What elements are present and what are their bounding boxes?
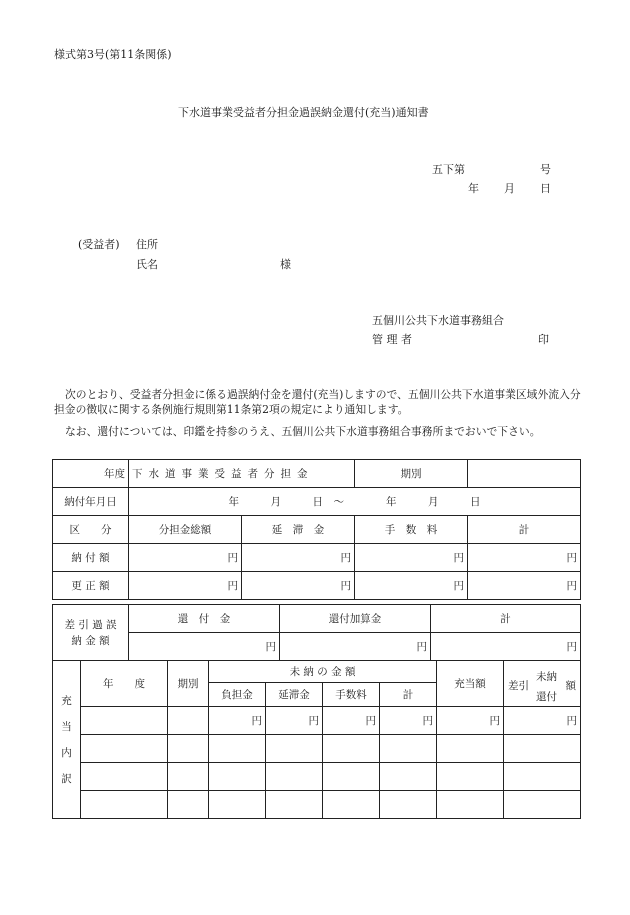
alloc-period-cell <box>168 707 209 735</box>
issuer-admin: 管 理 者 <box>372 333 412 346</box>
period-value <box>468 460 581 488</box>
doc-number-prefix: 五下第 <box>432 163 465 176</box>
date-day: 日 <box>540 182 551 195</box>
date-year: 年 <box>468 182 479 195</box>
unpaid-header: 未 納 の 金 額 <box>209 661 437 683</box>
yen-cell: 円 <box>129 572 242 600</box>
col-fee: 手 数 料 <box>355 516 468 544</box>
body-paragraph-1: 次のとおり、受益者分担金に係る過誤納付金を還付(充当)しますので、五個川公共下水道事業区域外流入分担金の徴収に関する条例施行規則第11条第2項の規定により通知します。 <box>54 388 581 416</box>
alloc-amount-header: 充当額 <box>437 661 504 707</box>
seal-mark: 印 <box>538 333 549 346</box>
pay-date-value: 年 月 日 ～ 年 月 日 <box>129 488 581 516</box>
yen-cell: 円 <box>355 544 468 572</box>
table-row-paydate <box>53 488 581 516</box>
col-refund: 還 付 金 <box>129 605 280 633</box>
yen-cell: 円 <box>242 572 355 600</box>
document-title: 下水道事業受益者分担金過誤納金還付(充当)通知書 <box>178 106 429 119</box>
table-row-year <box>53 460 581 488</box>
yen-cell: 円 <box>280 633 431 661</box>
yen-cell: 円 <box>504 707 581 735</box>
unpaid-col-sum: 計 <box>380 683 437 707</box>
period-label: 期別 <box>355 460 468 488</box>
yen-cell: 円 <box>323 707 380 735</box>
yen-cell: 円 <box>437 707 504 735</box>
difference-label: 差 引 過 誤 納 金 額 <box>53 605 129 661</box>
form-number: 様式第3号(第11条関係) <box>54 48 172 61</box>
row-paid-label: 納 付 額 <box>53 544 129 572</box>
unpaid-col-fee: 手数料 <box>323 683 380 707</box>
pay-date-label: 納付年月日 <box>53 488 129 516</box>
yen-cell: 円 <box>209 707 266 735</box>
yen-cell: 円 <box>468 544 581 572</box>
unpaid-col-charge: 負担金 <box>209 683 266 707</box>
honorific: 様 <box>280 258 291 271</box>
yen-cell: 円 <box>266 707 323 735</box>
col-total-charge: 分担金総額 <box>129 516 242 544</box>
col-diff-sum: 計 <box>431 605 581 633</box>
allocation-table <box>52 660 581 819</box>
body-paragraph-2: なお、還付については、印鑑を持参のうえ、五個川公共下水道事務組合事務所までおいで下さい。 <box>65 425 541 438</box>
refund-table <box>52 459 581 600</box>
yen-cell: 円 <box>242 544 355 572</box>
unpaid-col-arrears: 延滞金 <box>266 683 323 707</box>
fiscal-year-label: 年度 <box>53 460 129 488</box>
yen-cell: 円 <box>468 572 581 600</box>
name-label: 氏名 <box>136 258 158 271</box>
recipient-label: (受益者) <box>78 238 120 251</box>
table-row-header <box>53 516 581 544</box>
net-refund-header: 未納 差引 額 還付 <box>504 661 581 707</box>
yen-cell: 円 <box>355 572 468 600</box>
yen-cell: 円 <box>129 544 242 572</box>
alloc-year-cell <box>81 707 168 735</box>
allocation-side-label: 充 当 内 訳 <box>53 661 81 819</box>
yen-cell: 円 <box>129 633 280 661</box>
difference-table <box>52 604 581 661</box>
yen-cell: 円 <box>431 633 581 661</box>
item-name: 下水道事業受益者分担金 <box>129 460 355 488</box>
address-label: 住所 <box>136 238 158 251</box>
alloc-year-header: 年 度 <box>81 661 168 707</box>
table-row-paid <box>53 544 581 572</box>
date-month: 月 <box>504 182 515 195</box>
yen-cell: 円 <box>380 707 437 735</box>
issuer-org: 五個川公共下水道事務組合 <box>372 314 504 327</box>
category-label: 区 分 <box>53 516 129 544</box>
col-arrears: 延 滞 金 <box>242 516 355 544</box>
col-sum: 計 <box>468 516 581 544</box>
doc-number-suffix: 号 <box>540 163 551 176</box>
col-refund-add: 還付加算金 <box>280 605 431 633</box>
table-row-corrected <box>53 572 581 600</box>
alloc-period-header: 期別 <box>168 661 209 707</box>
row-corrected-label: 更 正 額 <box>53 572 129 600</box>
